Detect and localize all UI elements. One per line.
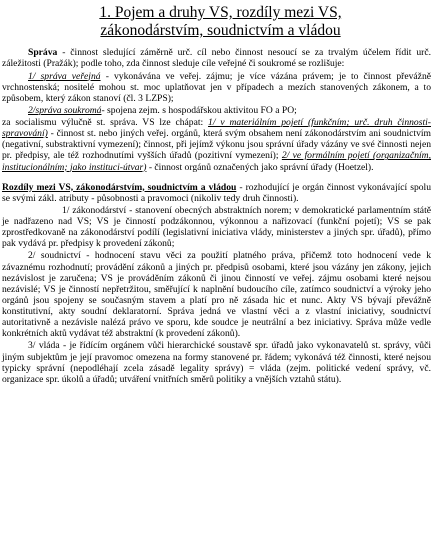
paragraph-pojeti-tail: - činnost orgánů označených jako správní úřady (Hoetzel). [146,161,374,173]
paragraph-sprava-text: - činnost sledující záměrně urč. cíl nebo činnost nesoucí se za trvalým účelem řídit urč. záležitosti (Pražák); podle toho, zda činnost sleduje cíle veřejné či soukromé se rozlišuje: [2,47,431,70]
term-materialni-pojeti: 1/ v materiálním pojetí (funkčním; urč. druh činnosti-spravování) [2,117,431,140]
paragraph-pojeti-vs [2,117,431,173]
term-rozdily: Rozdíly mezi VS, zákonodárstvím, soudnictvím a vládou [2,181,237,193]
term-soukroma-sprava: 2/správa soukromá [28,104,102,116]
paragraph-soukroma-sprava-text: - spojena zejm. s hospodářskou aktivitou FO a PO; [101,104,297,116]
paragraph-soudnictvi: 2/ soudnictví - hodnocení stavu věci za použití platného práva, přičemž toto hodnocení vede k závaznému rozhodnutí; provádění zákonů a jiných pr. předpisů osobami, které jsou vázány jen zákony, jejich nezávislost je zaručena; VS je prováděním zákonů či jinou činností ve veřej. zájmu osobami které nejsou nezávislé; VS je činností nepřetržitou, směřující k naplnění budoucího cíle, zatímco soudnictví a výroky jeho orgánů jsou spojeny se současným stavem a platí pro ně zásada hic et nunc. Akty VS bývají převážně konstitutivní, akty soudní deklaratorní. Správa jedná ve vlastní věci a z vlastní iniciativy, soudnictví autoritativně a nezávisle nalézá právo ve sporu, kde soudce je neutrální a bez iniciativy. Správa může vedle konkrétních aktů vydávat též abstraktní (k provedení zákonů). [2,250,431,340]
document-title [2,4,431,40]
term-sprava: Správa [28,47,58,59]
paragraph-vlada: 3/ vláda - je řídícím orgánem vůči hierarchické soustavě spr. úřadů jako vykonavatelů st. správy, vůči jiným subjektům je její pravomoc omezena na formy stanovené pr. řádem; vykonává též činnosti, které nejsou typicky správní (nepodléhají zcela zásadě legality správy) = vláda (zejm. politické vedení správy, vč. organizace spr. úkolů a úřadů; utváření vnitřních směrů politiky a vnějších vztahů státu). [2,340,431,385]
paragraph-rozdily-text: - rozhodující je orgán činnost vykonávající spolu se svými zákl. atributy - působnosti a pravomoci (nikoliv tedy druh činnosti). [2,181,432,204]
paragraph-verejna-sprava [2,71,431,104]
title-line-2: zákonodárstvím, soudnictvím a vládou [100,22,341,40]
term-formalni-pojeti: 2/ ve formálním pojetí (organizačním, institucionálním; jako instituci-útvar) [2,150,431,173]
paragraph-verejna-sprava-text: - vykonávána ve veřej. zájmu; je více vázána právem; je to činnost převážně vrchnostenská; nositelé mohou st. moc uplatňovat jen v případech a mezích stanovených zákonem, a to způsobem, který zákon stanoví (čl. 3 LZPS); [2,70,431,104]
paragraph-soukroma-sprava [2,105,431,116]
paragraph-pojeti-mid: - činnost st. nebo jiných veřej. orgánů, která svým obsahem není zákonodárstvím ani soudnictvím (negativní, substraktivní vymezení); činnost, při jejímž výkonu jsou správní úřady vázány ve své činnosti nejen pr. předpisy, ale též rozhodnutími vyšších úřadů (pozitivní vymezení); [2,128,431,162]
term-verejna-sprava: 1/ správa veřejná [28,70,101,82]
paragraph-sprava [2,47,431,69]
paragraph-rozdily [2,182,431,204]
paragraph-pojeti-lead: za socialismu výlučně st. správa. VS lze chápat: [2,117,209,128]
paragraph-zakonodarstvi: 1/ zákonodárství - stanovení obecných abstraktních norem; v demokratické parlamentním státě je nadřazeno nad VS; VS je činností podzákonnou, výkonnou a nařizovací (funkční pojetí); VS se pak zprostředkovaně na zákonodárství podílí (legislativní iniciativa vlády, ministerstev a jiných spr. úřadů), přímo pak vydává pr. předpisy k provedení zákonů; [2,204,431,250]
title-line-1: 1. Pojem a druhy VS, rozdíly mezi VS, [99,4,342,21]
